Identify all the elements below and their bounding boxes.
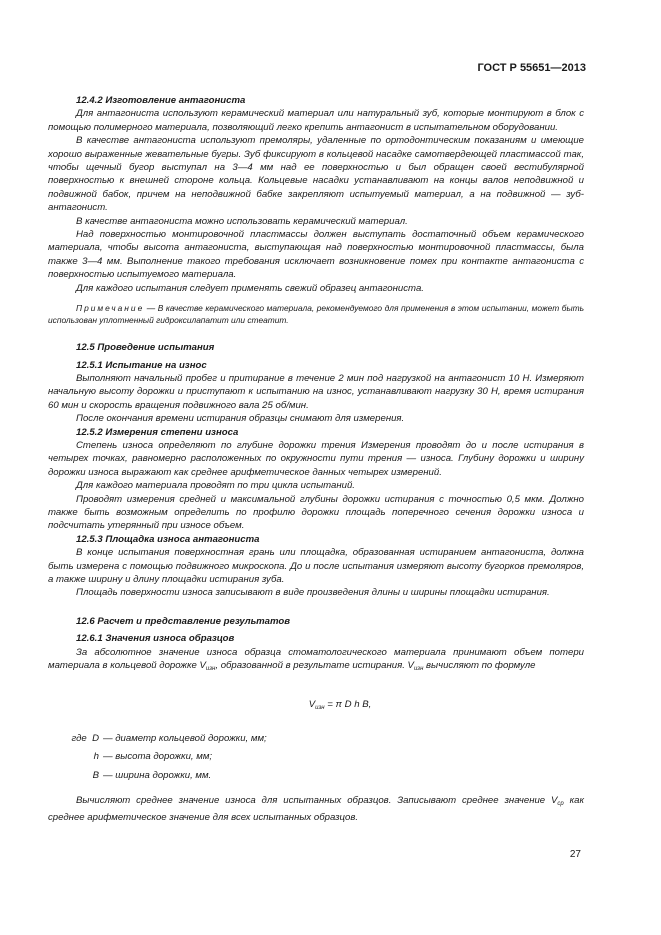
paragraph [48, 794, 584, 825]
formula [96, 698, 584, 715]
variable-desc: — высота дорожки, мм; [103, 751, 213, 763]
paragraph: Площадь поверхности износа записывают в виде произведения длины и ширины площадки истирания. [76, 587, 550, 599]
where-label: где [71, 732, 87, 744]
paragraph: Для каждого испытания следует применять свежий образец антагониста. [76, 282, 424, 294]
subscript: ср [557, 801, 564, 808]
paragraph [48, 646, 584, 677]
variable-symbol: B [92, 769, 99, 781]
document-header: ГОСТ Р 55651—2013 [477, 62, 586, 74]
subscript: изн [205, 666, 216, 673]
subscript: изн [315, 705, 325, 712]
variable-symbol: h [93, 751, 99, 763]
paragraph: Для антагониста используют керамический материал или натуральный зуб, которые монтируют в блок с помощью полимерного материала, позволяющий легко крепить антагонист в испытательном оборудовании. [48, 108, 584, 133]
text-run: , образованной в результате истирания. V [215, 660, 414, 672]
heading-12-5-3: 12.5.3 Площадка износа антагониста [76, 533, 260, 545]
text-run: Вычисляют среднее значение износа для испытанных образцов. Записывают среднее значение V [76, 795, 558, 807]
note-label: Примечание [76, 303, 145, 314]
variable-symbol: D [92, 732, 99, 744]
variable-desc: — диаметр кольцевой дорожки, мм; [103, 732, 267, 744]
page-content [48, 94, 584, 825]
heading-12-5-1: 12.5.1 Испытание на износ [76, 359, 207, 371]
paragraph: В качестве антагониста используют премоляры, удаленные по ортодонтическим показаниям и имеющие хорошо выраженные жевательные бугры. Зуб фиксируют в кольцевой насадке самотвердеющей пластмассой так, чтобы щечный бугор выступал на 3—4 мм над ее поверхностью и был обращен своей вестибулярной поверхностью к внешней стороне кольца. Кольцевые насадки устанавливают на концы валов неподвижной и подвижной бабок, причем на неподвижной бабке закрепляют испытуемый материал, а на подвижной — зуб-антагонист. [48, 135, 584, 214]
heading-12-5-2: 12.5.2 Измерения степени износа [76, 426, 239, 438]
subscript: изн [413, 666, 424, 673]
heading-12-6: 12.6 Расчет и представление результатов [76, 615, 291, 627]
note-text: — В качестве керамического материала, рекомендуемого для применения в этом испытании, может быть использован уплотненный гидроксилапатит или стеатит. [48, 303, 584, 326]
variable-row [48, 750, 584, 763]
variable-desc: — ширина дорожки, мм. [103, 769, 212, 781]
paragraph: После окончания времени истирания образцы снимают для измерения. [76, 413, 405, 425]
formula-symbol: V [308, 699, 316, 711]
page-number: 27 [569, 849, 581, 860]
variable-list [48, 732, 584, 782]
paragraph: Выполняют начальный пробег и притирание в течение 2 мин под нагрузкой на антагонист 10 Н. Измеряют начальную высоту дорожки и приступают к испытанию на износ, устанавливают нагрузку 30 Н, время истирания 60 мин и скорость вращения подвижного вала 25 об/мин. [48, 372, 584, 411]
paragraph: В качестве антагониста можно использовать керамический материал. [76, 215, 408, 227]
text-run: как среднее арифметическое значение для всех испытанных образцов. [48, 795, 584, 824]
text-run: вычисляют по формуле [423, 660, 536, 672]
heading-12-6-1: 12.6.1 Значения износа образцов [76, 633, 235, 645]
paragraph: Проводят измерения средней и максимальной глубины дорожки истирания с точностью 0,5 мкм. Должно также быть возможным определить по профилю дорожки площадь поперечного сечения дорожки износа и подсчитать утерянный при износе объем. [48, 493, 584, 532]
formula-text: = π D h B, [324, 699, 372, 711]
heading-12-4-2: 12.4.2 Изготовление антагониста [76, 95, 246, 106]
variable-key [48, 732, 103, 745]
paragraph: Для каждого материала проводят по три цикла испытаний. [76, 480, 355, 492]
paragraph: Степень износа определяют по глубине дорожки трения Измерения проводят до и после истирания в четырех точках, равномерно расположенных по окружности пути трения — износа. Глубину дорожки и ширину дорожки износа выражают как среднее арифметическое данных четырех измерений. [48, 439, 584, 478]
paragraph: Над поверхностью монтировочной пластмассы должен выступать достаточный объем керамического материала, чтобы высота антагониста, выступающая над поверхностью монтировочной пластмассы, была также 3—4 мм. Выполнение такого требования исключает возникновение помех при контакте антагониста с поверхностью испытуемого материала. [48, 229, 584, 281]
note [48, 302, 584, 326]
text-run: За абсолютное значение износа образца стоматологического материала принимают объем потери материала в кольцевой дорожке V [48, 646, 584, 672]
heading-12-5: 12.5 Проведение испытания [76, 342, 215, 354]
paragraph: В конце испытания поверхностная грань или площадка, образованная истиранием антагониста, должна быть измерена с помощью подвижного микроскопа. До и после испытания измеряют высоту бугорков премоляров, а также ширину и длину площадки истирания зуба. [48, 547, 584, 585]
variable-row [48, 732, 584, 745]
variable-row [48, 769, 584, 782]
